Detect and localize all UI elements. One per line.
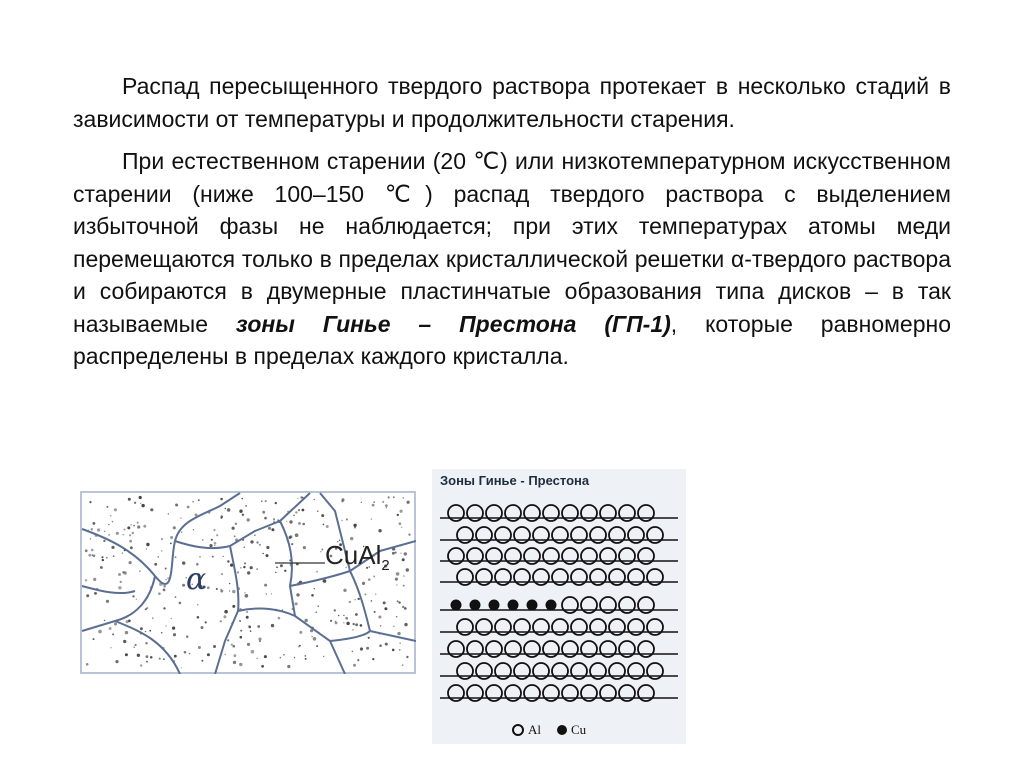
microstructure-image	[80, 491, 416, 674]
cu-atom	[489, 600, 499, 610]
cu-atom	[546, 600, 556, 610]
al-atom-icon	[512, 724, 524, 736]
paragraph-2-tail: , которые равномерно распределены в пределах каждого кристалла.	[73, 310, 951, 369]
cu-atom	[470, 600, 480, 610]
paragraph-2-text: При естественном старении (20 ℃) или низкотемпературном искусственном старении (ниже 100–150 ℃) распад твердого раствора с выделением избыточной фазы не наблюдается; при этих температурах атомы меди перемещаются только в пределах кристаллической решетки α-твердого раствора и собираются в двумерные пластинчатые образования типа дисков – в так называемые	[73, 148, 951, 337]
paragraph-1: Распад пересыщенного твердого раствора протекает в несколько стадий в зависимости от температуры и продолжительности старения.	[73, 73, 951, 132]
alpha-phase-label: α	[186, 562, 207, 597]
cu-atom	[527, 600, 537, 610]
gp-zones-figure	[432, 469, 686, 744]
cual2-label	[325, 540, 390, 574]
body-text	[73, 70, 951, 373]
cual-subscript: 2	[381, 557, 390, 575]
legend-cu-label: Cu	[571, 722, 587, 737]
cu-atom-icon	[557, 725, 567, 735]
gp-zones-term: зоны Гинье – Престона (ГП-1)	[235, 310, 671, 337]
legend-al-label: Al	[528, 722, 541, 737]
lattice-diagram	[432, 469, 686, 744]
cual-text: CuAl	[325, 540, 382, 570]
cu-atom	[508, 600, 518, 610]
paragraph-2	[73, 145, 951, 373]
cu-atom	[451, 600, 461, 610]
microstructure-figure	[80, 491, 416, 674]
lattice-legend	[512, 722, 586, 738]
gp-figure-title: Зоны Гинье - Престона	[440, 473, 590, 488]
